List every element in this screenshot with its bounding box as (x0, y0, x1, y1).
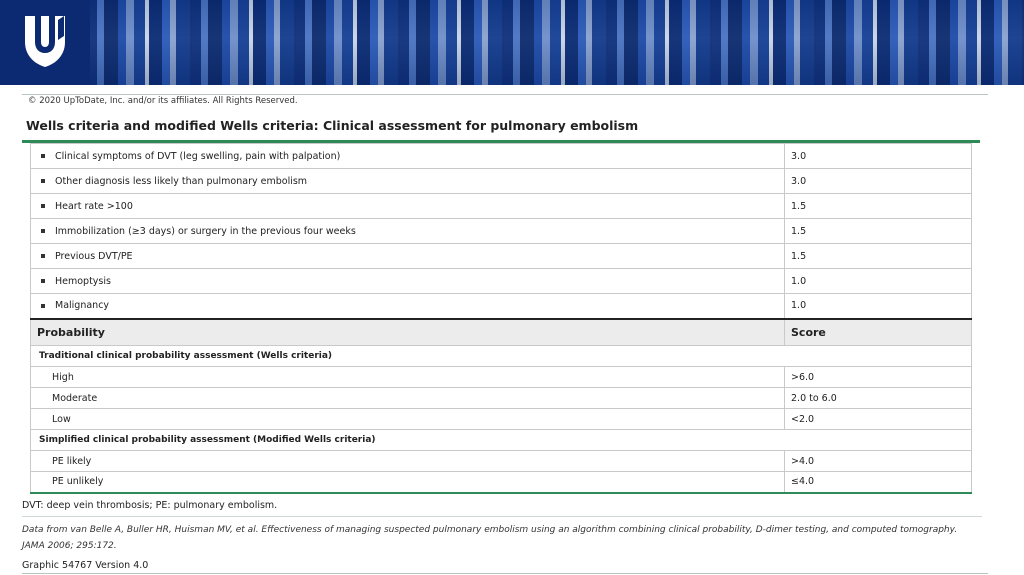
criterion-label: Immobilization (≥3 days) or surgery in the previous four weeks (55, 225, 356, 237)
bullet-icon (41, 179, 45, 183)
probability-score: 2.0 to 6.0 (785, 388, 972, 409)
probability-score: ≤4.0 (785, 472, 972, 493)
probability-label: Low (31, 409, 785, 430)
probability-label: High (31, 367, 785, 388)
table-row (31, 194, 972, 219)
table-row (31, 409, 972, 430)
table-row (31, 367, 972, 388)
table-row (31, 244, 972, 269)
criterion-score: 1.5 (785, 194, 972, 219)
criterion-score: 3.0 (785, 169, 972, 194)
table-row (31, 269, 972, 294)
table-row (31, 388, 972, 409)
bullet-icon (41, 154, 45, 158)
traditional-heading: Traditional clinical probability assessment (Wells criteria) (31, 346, 972, 367)
bottom-divider (22, 573, 988, 574)
criterion-cell (31, 294, 785, 319)
criterion-label: Previous DVT/PE (55, 250, 133, 262)
probability-score: <2.0 (785, 409, 972, 430)
page-title: Wells criteria and modified Wells criteria: Clinical assessment for pulmonary embolism (26, 118, 639, 133)
criterion-label: Malignancy (55, 300, 110, 312)
wells-criteria-table (30, 143, 972, 494)
criterion-score: 1.5 (785, 244, 972, 269)
table-header-row (31, 319, 972, 346)
criterion-cell (31, 269, 785, 294)
criterion-label: Hemoptysis (55, 275, 111, 287)
score-header: Score (785, 319, 972, 346)
copyright-text: © 2020 UpToDate, Inc. and/or its affiliates. All Rights Reserved. (28, 96, 298, 106)
criterion-cell (31, 169, 785, 194)
bullet-icon (41, 254, 45, 258)
criterion-cell (31, 219, 785, 244)
criterion-score: 1.0 (785, 294, 972, 319)
table-row (31, 294, 972, 319)
table-row (31, 472, 972, 493)
table-row (31, 169, 972, 194)
header-banner (0, 0, 1024, 85)
criterion-label: Other diagnosis less likely than pulmonary embolism (55, 175, 308, 187)
criterion-cell (31, 144, 785, 169)
probability-label: PE likely (31, 451, 785, 472)
bullet-icon (41, 279, 45, 283)
table-row (31, 144, 972, 169)
criterion-label: Heart rate >100 (55, 200, 133, 212)
criterion-cell (31, 244, 785, 269)
criterion-score: 1.5 (785, 219, 972, 244)
citation-text: Data from van Belle A, Buller HR, Huisman MV, et al. Effectiveness of managing suspected pulmonary embolism using an algorithm combining clinical probability, D-dimer testing, and computed tomography. JAMA 2006; 295:172. (22, 525, 958, 551)
simplified-heading: Simplified clinical probability assessment (Modified Wells criteria) (31, 430, 972, 451)
bullet-icon (41, 229, 45, 233)
probability-score: >6.0 (785, 367, 972, 388)
section-heading-row (31, 430, 972, 451)
top-divider (22, 94, 988, 95)
probability-label: Moderate (31, 388, 785, 409)
abbreviations-footnote: DVT: deep vein thrombosis; PE: pulmonary embolism. (22, 500, 278, 511)
table-row (31, 451, 972, 472)
probability-label: PE unlikely (31, 472, 785, 493)
criterion-score: 1.0 (785, 269, 972, 294)
graphic-version: Graphic 54767 Version 4.0 (22, 560, 149, 571)
duke-shield-logo (22, 12, 68, 68)
bullet-icon (41, 204, 45, 208)
criterion-score: 3.0 (785, 144, 972, 169)
bullet-icon (41, 304, 45, 308)
probability-header: Probability (31, 319, 785, 346)
footnote-divider (22, 516, 982, 517)
table-row (31, 219, 972, 244)
criterion-cell (31, 194, 785, 219)
section-heading-row (31, 346, 972, 367)
probability-score: >4.0 (785, 451, 972, 472)
criterion-label: Clinical symptoms of DVT (leg swelling, pain with palpation) (55, 150, 341, 162)
